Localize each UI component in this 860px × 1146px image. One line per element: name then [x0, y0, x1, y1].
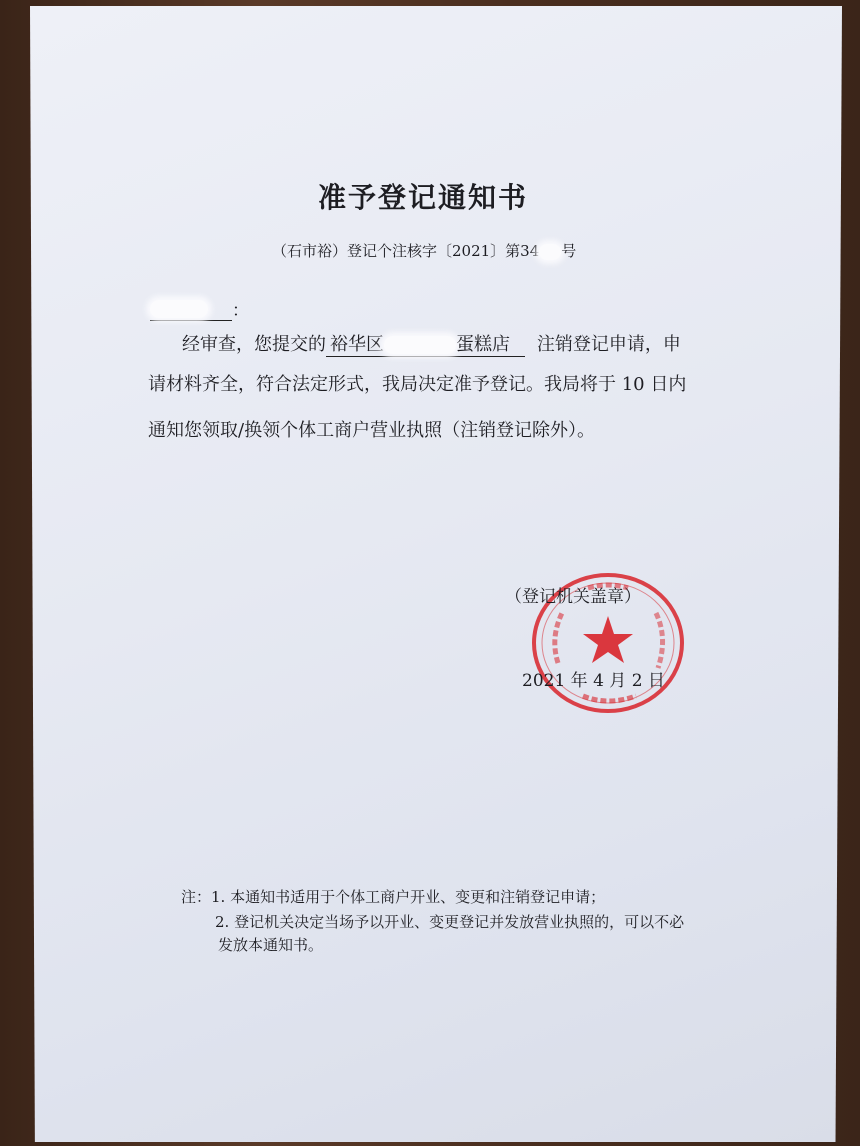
- issue-date: 2021 年 4 月 2 日: [522, 671, 665, 691]
- shop-name-field: [326, 330, 525, 357]
- shop-name-end: 蛋糕店: [456, 334, 510, 355]
- addressee-colon: ：: [232, 301, 249, 321]
- body-line-1: [182, 330, 681, 357]
- redacted-mark: [539, 244, 561, 260]
- document-title: 准予登记通知书: [318, 181, 529, 214]
- body-line-2: 请材料齐全，符合法定形式，我局决定准予登记。我局将于 10 日内: [148, 374, 687, 395]
- body-line-3: 通知您领取/换领个体工商户营业执照（注销登记除外）。: [148, 420, 596, 441]
- shop-name-start: 裕华区: [330, 334, 384, 355]
- seal-label: （登记机关盖章）: [505, 587, 641, 607]
- addressee-blank: [150, 300, 232, 321]
- note-line-1: 注：1. 本通知书适用于个体工商户开业、变更和注销登记申请；: [181, 888, 606, 906]
- note-line-3: 发放本通知书。: [218, 936, 324, 954]
- redacted-mark: [384, 336, 456, 354]
- body-text: 经审查，您提交的: [182, 334, 326, 355]
- addressee-line: [150, 296, 249, 321]
- document-number: [272, 240, 576, 261]
- redacted-mark: [150, 300, 208, 318]
- document-number-suffix: 号: [561, 242, 577, 260]
- document-number-prefix: （石市裕）登记个注核字〔2021〕第34: [272, 242, 540, 260]
- body-text: 注销登记申请，申: [536, 334, 681, 355]
- note-line-2: 2. 登记机关决定当场予以开业、变更登记并发放营业执照的，可以不必: [215, 913, 685, 931]
